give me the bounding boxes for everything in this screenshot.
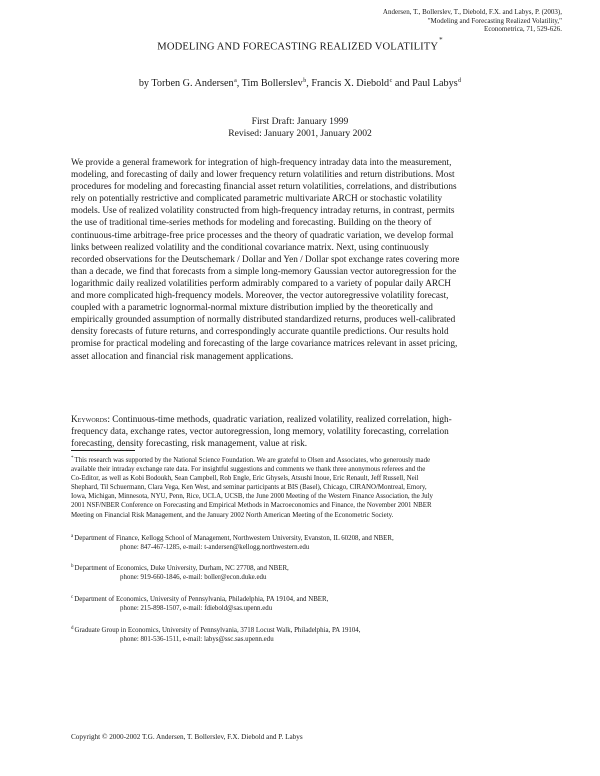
affiliation-line: Graduate Group in Economics, University of Pennsylvania, 3718 Locust Walk, Philadelphia, PA 19104, xyxy=(74,627,361,634)
footnote-mark: a xyxy=(71,534,74,539)
draft-dates xyxy=(0,116,600,139)
author-line xyxy=(0,78,600,89)
acknowledgment-footnote xyxy=(71,454,541,520)
footnote-line: available their intraday exchange rate data. For insightful suggestions and comments we thank three anonymous referees and the xyxy=(71,466,426,474)
abstract-line: recorded observations for the Deutschemark / Dollar and Yen / Dollar spot exchange rates covering more xyxy=(71,254,460,265)
first-draft-date: First Draft: January 1999 xyxy=(251,116,349,127)
abstract-line: and more complicated high-frequency models. Moreover, the vector autoregressive volatility forecast, xyxy=(71,291,449,302)
footnote-mark: * xyxy=(71,456,74,461)
author-separator: , xyxy=(306,78,312,89)
author-separator: , xyxy=(236,78,242,89)
author-name: Francis X. Diebold xyxy=(311,78,390,89)
footnote-mark: d xyxy=(71,626,74,631)
footnote-line: This research was supported by the National Science Foundation. We are grateful to Olsen and Associates, who generously made xyxy=(74,457,431,464)
abstract-line: procedures for modeling and forecasting financial asset return volatilities, correlations, and distributions xyxy=(71,182,457,193)
abstract xyxy=(71,157,543,363)
abstract-line: coupled with a parametric lognormal-normal mixture distribution implied by the theoretically and xyxy=(71,303,433,314)
affiliation-footnote xyxy=(71,593,541,613)
abstract-line: We provide a general framework for integration of high-frequency intraday data into the measurement, xyxy=(71,158,452,168)
affiliation-footnote xyxy=(71,562,541,582)
paper-title-text: MODELING AND FORECASTING REALIZED VOLATILITY xyxy=(157,41,439,53)
abstract-line: empirically grounded assumption of normally distributed standardized returns, produces well-calibrated xyxy=(71,315,456,326)
footnote-line: Meeting on Financial Risk Management, and the January 2002 North American Meeting of the Econometric Society. xyxy=(71,511,394,519)
citation-line: "Modeling and Forecasting Realized Volatility," xyxy=(427,16,562,25)
affiliation-contact: phone: 919-660-1846, e-mail: boller@econ.duke.edu xyxy=(120,574,267,582)
abstract-line: than a decade, we find that forecasts from a simple long-memory Gaussian vector autoregression for the xyxy=(71,266,457,277)
keywords-line: : Continuous-time methods, quadratic variation, realized volatility, realized correlation, high- xyxy=(107,415,452,425)
keywords-label: Keywords xyxy=(71,415,108,425)
footnote-mark: b xyxy=(71,564,74,569)
footnote-line: Shephard, Til Schuermann, Clara Vega, Ken West, and seminar participants at BIS (Basel), Chicago, CIRANO/Montreal, Emory, xyxy=(71,484,427,492)
author-separator: and xyxy=(392,78,413,89)
author-name: Torben G. Andersen xyxy=(151,78,234,89)
abstract-line: rely on potentially restrictive and complicated parametric multivariate ARCH or stochastic volatility xyxy=(71,194,443,205)
abstract-line: asset allocation and financial risk management applications. xyxy=(71,351,294,362)
affiliation-line: Department of Finance, Kellogg School of Management, Northwestern University, Evanston, IL 60208, and NBER, xyxy=(74,535,394,542)
citation-line: Andersen, T., Bollerslev, T., Diebold, F.X. and Labys, P. (2003), xyxy=(382,8,562,16)
author-mark: b xyxy=(303,78,307,84)
keywords-line: forecasting, density forecasting, risk management, value at risk. xyxy=(71,439,308,450)
author-mark: d xyxy=(458,78,462,84)
abstract-line: density forecasts of future returns, and correspondingly accurate quantile predictions. Our results hold xyxy=(71,327,449,338)
footnote-line: Co-Editor, as well as Kobi Bodoukh, Sean Campbell, Rob Engle, Eric Ghysels, Atsushi Inoue, Eric Renault, Jeff Russell, Neil xyxy=(71,475,419,483)
abstract-line: modeling, and forecasting of daily and lower frequency return volatilities and return distributions. Most xyxy=(71,170,455,181)
abstract-line: promise for practical modeling and forecasting of the large covariance matrices relevant in asset pricing, xyxy=(71,339,458,350)
affiliation-footnote xyxy=(71,532,541,552)
footnote-line: 2001 NSF/NBER Conference on Forecasting and Empirical Methods in Macroeconomics and Finance, the November 2001 NBER xyxy=(71,502,432,510)
revised-date: Revised: January 2001, January 2002 xyxy=(228,127,372,139)
abstract-line: logarithmic daily realized volatilities perform admirably compared to a variety of popular daily ARCH xyxy=(71,278,451,289)
keywords-line: frequency data, exchange rates, vector autoregression, long memory, volatility forecasting, correlation xyxy=(71,427,449,438)
footnote-divider xyxy=(71,450,135,451)
affiliation-contact: phone: 215-898-1507, e-mail: fdiebold@sas.upenn.edu xyxy=(120,605,273,613)
affiliation-contact: phone: 847-467-1285, e-mail: t-andersen@kellogg.northwestern.edu xyxy=(120,544,310,552)
paper-title xyxy=(0,36,600,53)
author-name: Paul Labys xyxy=(412,78,458,89)
author-mark: c xyxy=(389,78,393,84)
footnote-mark: c xyxy=(71,595,74,600)
abstract-line: models. Use of realized volatility constructed from high-frequency intraday returns, in contrast, permits xyxy=(71,206,455,217)
keywords xyxy=(71,414,543,450)
citation-header xyxy=(332,8,562,34)
author-mark: a xyxy=(234,78,237,84)
footnote-line: Iowa, Michigan, Minnesota, NYU, Penn, Rice, UCLA, UCSB, the June 2000 Meeting of the Western Finance Association, the July xyxy=(71,493,433,501)
author-by: by xyxy=(138,78,150,89)
affiliation-footnote xyxy=(71,624,541,644)
title-footnote-mark: * xyxy=(439,36,443,44)
copyright-notice: Copyright © 2000-2002 T.G. Andersen, T. Bollerslev, F.X. Diebold and P. Labys xyxy=(71,733,303,741)
abstract-line: continuous-time arbitrage-free price processes and the theory of quadratic variation, we develop formal xyxy=(71,230,454,241)
affiliation-line: Department of Economics, Duke University, Durham, NC 27708, and NBER, xyxy=(74,565,289,572)
affiliation-line: Department of Economics, University of Pennsylvania, Philadelphia, PA 19104, and NBER, xyxy=(74,596,329,603)
abstract-line: the use of traditional time-series methods for modeling and forecasting. Building on the theory of xyxy=(71,218,432,229)
affiliation-contact: phone: 801-536-1511, e-mail: labys@ssc.sas.upenn.edu xyxy=(120,636,274,644)
citation-line: Econometrica, 71, 529-626. xyxy=(484,25,562,33)
abstract-line: links between realized volatility and the conditional covariance matrix. Next, using continuously xyxy=(71,242,429,253)
author-name: Tim Bollerslev xyxy=(241,78,303,89)
